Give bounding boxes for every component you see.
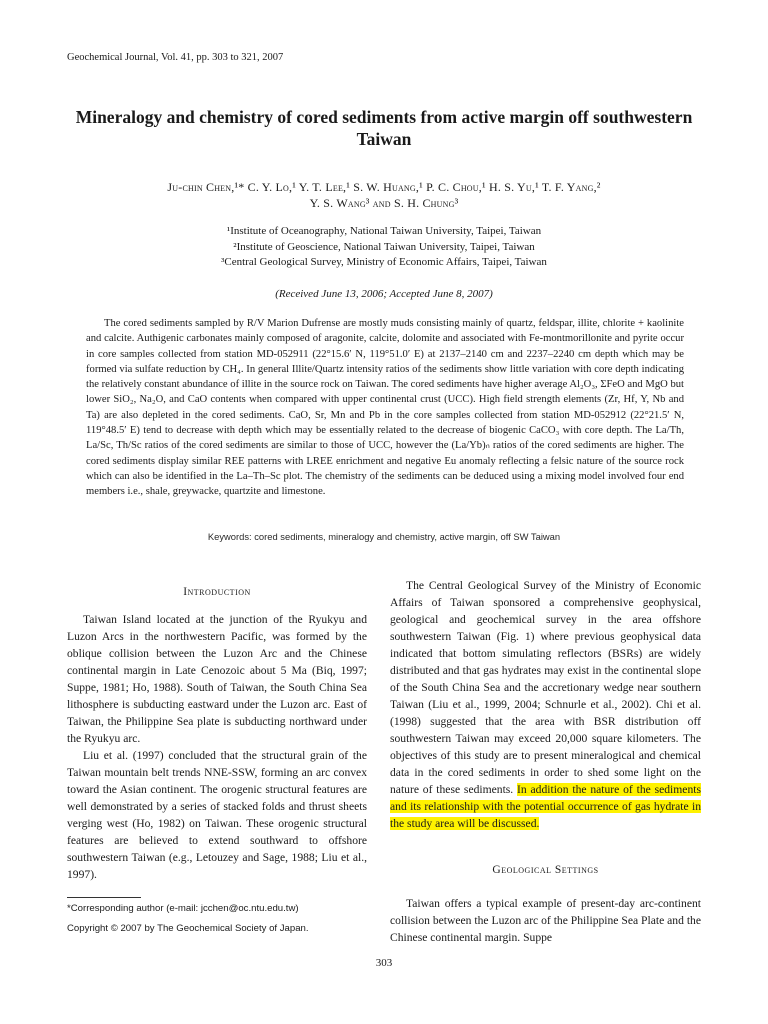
- affiliations: [60, 224, 708, 271]
- affiliation-3: ³Central Geological Survey, Ministry of Economic Affairs, Taipei, Taiwan: [221, 256, 547, 268]
- journal-citation: Geochemical Journal, Vol. 41, pp. 303 to 321, 2007: [67, 52, 284, 63]
- page-number: 303: [375, 957, 393, 969]
- keywords: Keywords: cored sediments, mineralogy and chemistry, active margin, off SW Taiwan: [207, 531, 561, 542]
- footnote-divider: [67, 897, 141, 898]
- author-line-1: Ju-chin Chen,¹* C. Y. Lo,¹ Y. T. Lee,¹ S. W. Huang,¹ P. C. Chou,¹ H. S. Yu,¹ T. F. Yang,²: [167, 180, 601, 194]
- paragraph-text: The Central Geological Survey of the Ministry of Economic Affairs of Taiwan sponsored a comprehensive geophysical, geological and geochemical survey in the area offshore southwestern Taiwan (Fig. 1) where previous geophysical data indicated that bottom simulating reflectors (BSRs) are widely distributed and that gas hydrates may exist in the continental slope of the South China Sea and the accretionary wedge near southern Taiwan (Liu et al., 1999, 2004; Schnurle et al., 2002). Chi et al. (1998) suggested that the area with BSR distribution off southwestern Taiwan may exceed 20,000 square kilometers. The objectives of this study are to present mineralogical and chemical data in the cored sediments in order to shed some light on the nature of these sediments.: [390, 579, 701, 796]
- author-line-2: Y. S. Wang³ and S. H. Chung³: [309, 196, 459, 210]
- paragraph: Taiwan Island located at the junction of the Ryukyu and Luzon Arcs in the northwestern Pacific, was formed by the oblique collision between the Luzon Arc and the Chinese continental margin in Late Cenozoic about 5 Ma (Biq, 1997; Suppe, 1981; Ho, 1988). South of Taiwan, the South China Sea lithosphere is subducting eastward under the Luzon arc. East of Taiwan, the Philippine Sea plate is subducting northward under the Ryukyu arc.: [67, 613, 367, 745]
- paragraph: [390, 577, 701, 832]
- highlighted-text[interactable]: In addition the nature of the sediments and its relationship with the potential occurrence of gas hydrate in the study area will be discussed.: [390, 783, 701, 830]
- section-heading-introduction: Introduction: [183, 586, 251, 598]
- section-heading-geological-settings: Geological Settings: [492, 864, 599, 876]
- author-list: [60, 179, 708, 211]
- affiliation-1: ¹Institute of Oceanography, National Taiwan University, Taipei, Taiwan: [226, 225, 542, 237]
- paragraph: Liu et al. (1997) concluded that the structural grain of the Taiwan mountain belt trends NNE-SSW, forming an arc convex toward the Asian continent. The orogenic structural features are well demonstrated by a series of stacked folds and thrust sheets verging west (Ho, 1982) on Taiwan. These orogenic structural features are believed to extend southward to offshore southwestern Taiwan (e.g., Letouzey and Sage, 1988; Liu et al., 1997).: [67, 749, 367, 881]
- paper-title: Mineralogy and chemistry of cored sediments from active margin off southwestern Taiwan: [75, 107, 693, 149]
- right-column: [390, 577, 701, 946]
- abstract: The cored sediments sampled by R/V Marion Dufrense are mostly muds consisting mainly of quartz, feldspar, illite, chlorite + kaolinite and calcite. Authigenic carbonates mainly composed of aragonite, calcite, dolomite and associated with Fe-montmorillonite and pyrite occur in core samples collected from station MD-052911 (22°15.6′ N, 119°51.0′ E) at 2137–2140 cm and 2237–2240 cm depth which may be formed via sulfate reduction by CH₄. In general Illite/Quartz intensity ratios of the sediments show little variation with core depth indicating the relatively constant abundance of illite in the source rock on Taiwan. The cored sediments have higher average Al₂O₃, ΣFeO and MgO but lower SiO₂, Na₂O, and CaO contents when compared with upper continental crust (UCC). High field strength elements (Zr, Hf, Y, Nb and Ta) are also depleted in the cored sediments. CaO, Sr, Mn and Pb in the core samples collected from station MD-052912 (22°21.5′ N, 119°48.5′ E) tend to decrease with depth which may be essentially related to the decrease of biogenic CaCO₃ with core depth. The La/Th, La/Sc, Th/Sc ratios of the cored sediments are similar to those of UCC, however the (La/Yb)ₙ ratios of the cored sediments are higher. The cored sediments display similar REE patterns with LREE enrichment and negative Eu anomaly reflecting a felsic nature of the source rock which can also be identified in the La–Th–Sc plot. The chemistry of the sediments can be deduced using a mixing model involved four end members i.e., shale, greywacke, quartzite and limestone.: [86, 318, 684, 498]
- affiliation-2: ²Institute of Geoscience, National Taiwan University, Taipei, Taiwan: [233, 240, 535, 253]
- corresponding-author-footnote: *Corresponding author (e-mail: jcchen@oc.ntu.edu.tw): [67, 903, 299, 914]
- received-dates: (Received June 13, 2006; Accepted June 8, 2007): [275, 288, 493, 300]
- paragraph: Taiwan offers a typical example of present-day arc-continent collision between the Luzon arc of the Philippine Sea Plate and the Chinese continental margin. Suppe: [390, 897, 701, 944]
- copyright-notice: Copyright © 2007 by The Geochemical Society of Japan.: [67, 923, 309, 934]
- left-column: [67, 584, 367, 883]
